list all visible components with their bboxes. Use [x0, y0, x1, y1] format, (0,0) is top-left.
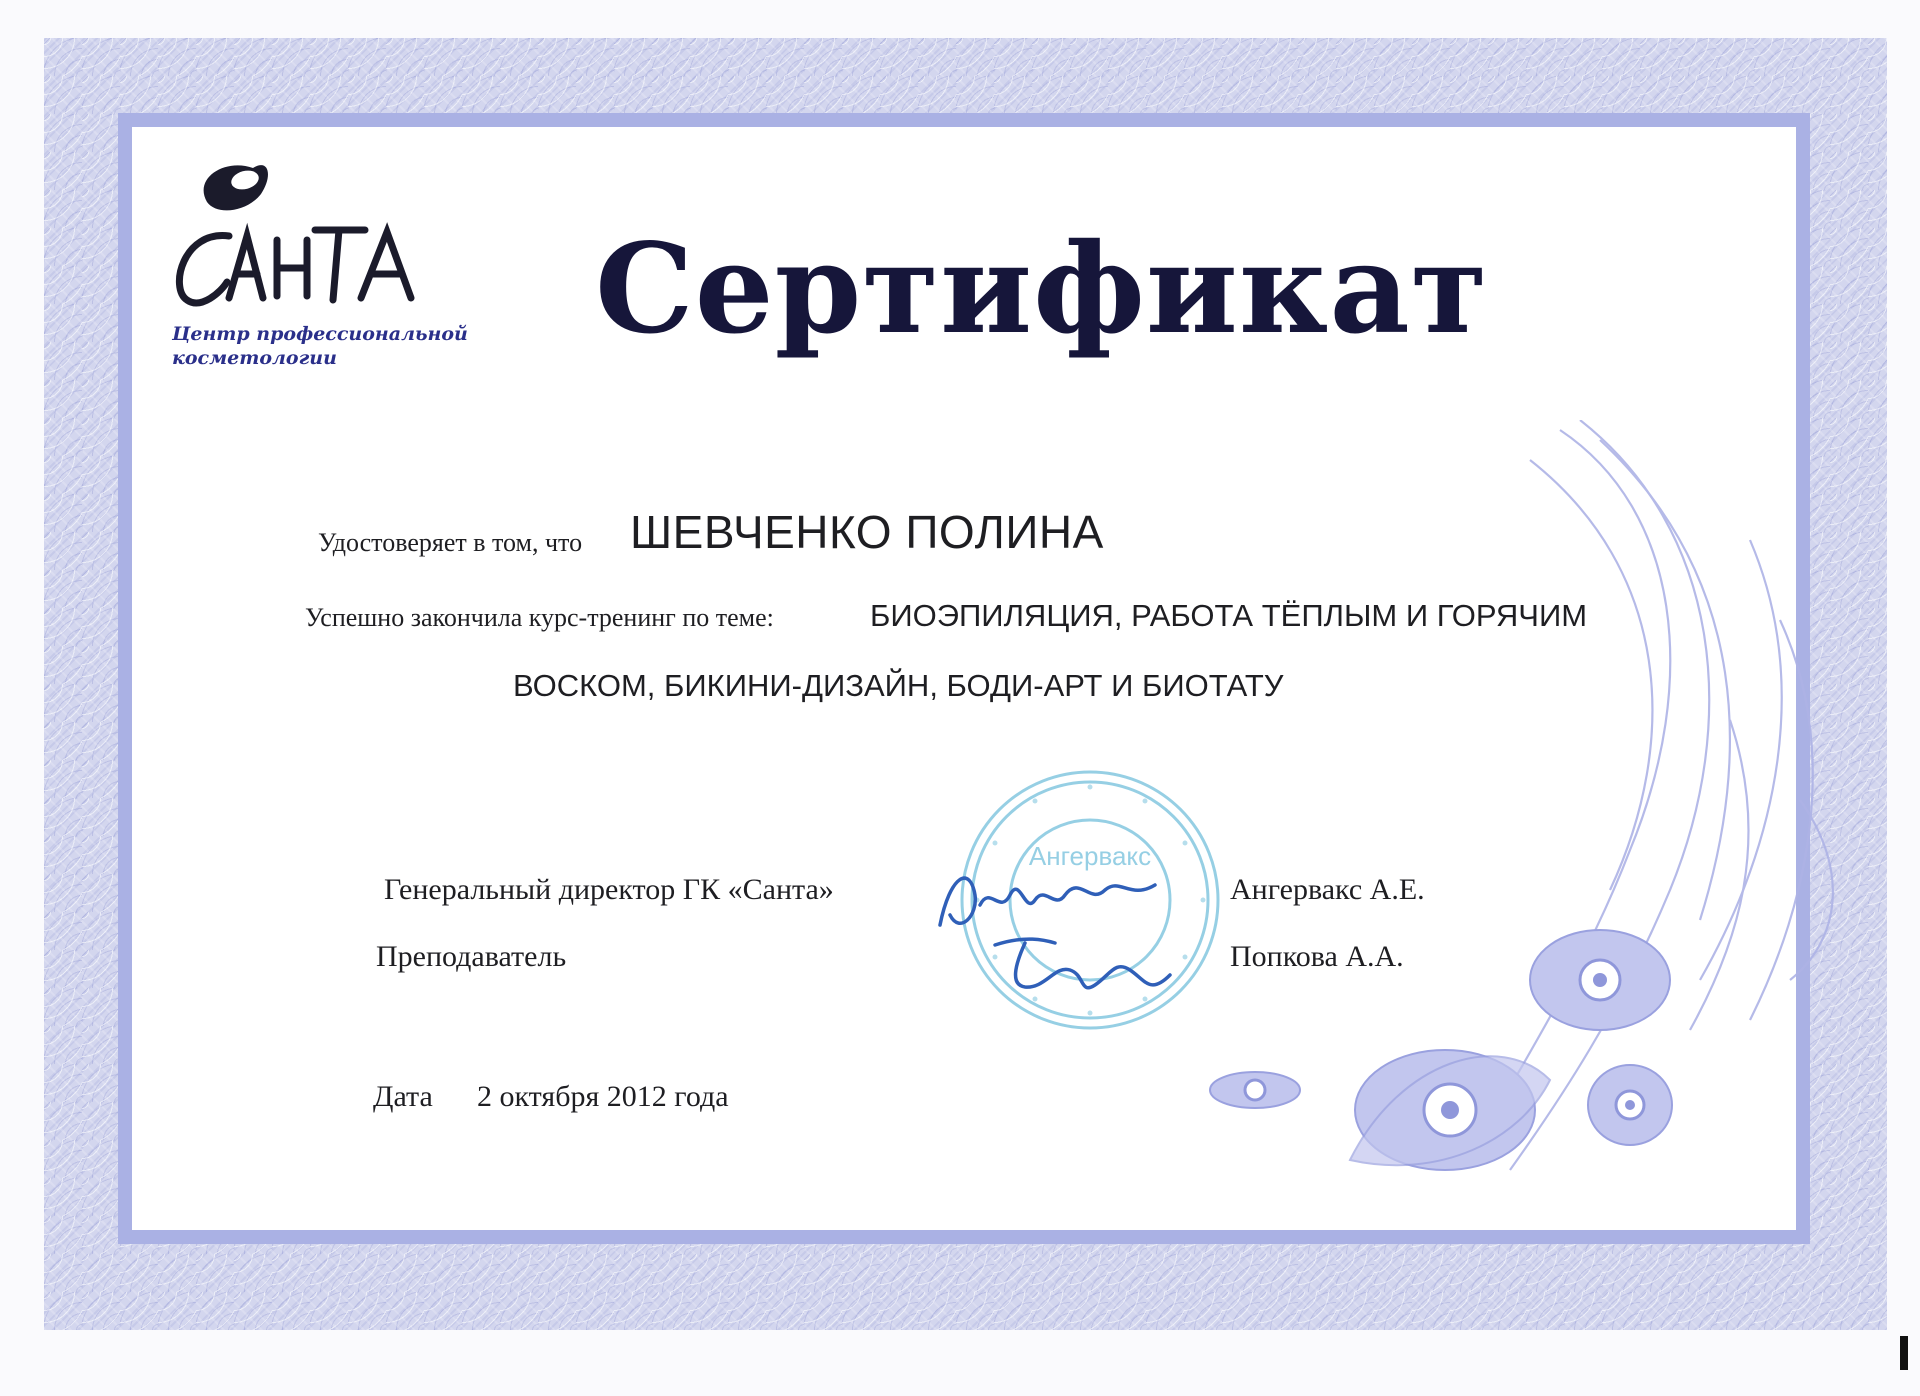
logo-tagline-line2: косметологии — [172, 347, 337, 369]
logo-tagline — [172, 322, 472, 370]
stamp-text: Ангервакс — [1028, 841, 1152, 871]
recipient-name: ШЕВЧЕНКО ПОЛИНА — [630, 506, 1104, 558]
date-value: 2 октября 2012 года — [477, 1080, 729, 1113]
teacher-name: Попкова А.А. — [1230, 940, 1404, 973]
director-title: Генеральный директор ГК «Санта» — [384, 873, 834, 906]
date-label: Дата — [373, 1080, 433, 1113]
course-prefix: Успешно закончила курс-тренинг по теме: — [305, 603, 774, 632]
teacher-title: Преподаватель — [376, 940, 567, 973]
course-topic-line1: БИОЭПИЛЯЦИЯ, РАБОТА ТЁПЛЫМ И ГОРЯЧИМ — [870, 598, 1588, 633]
certificate-title: Сертификат — [595, 217, 1489, 362]
course-topic-line2: ВОСКОМ, БИКИНИ-ДИЗАЙН, БОДИ-АРТ И БИОТАТУ — [513, 668, 1284, 703]
director-name: Ангервакс А.Е. — [1230, 873, 1425, 906]
logo-tagline-line1: Центр профессиональной — [172, 323, 468, 345]
certifies-prefix: Удостоверяет в том, что — [318, 528, 583, 557]
scan-edge-mark — [1900, 1336, 1908, 1370]
teacher-signature — [985, 925, 1185, 1005]
